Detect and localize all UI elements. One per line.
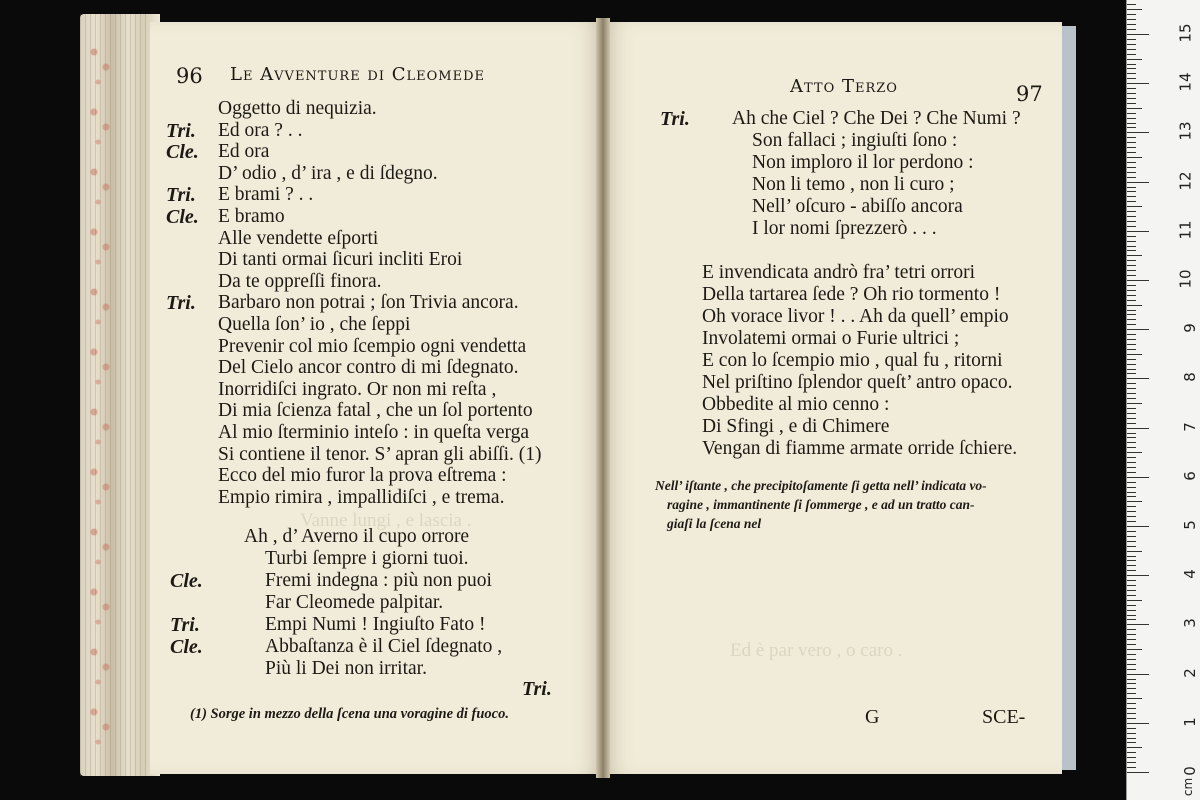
ruler-tick	[1127, 752, 1136, 753]
ruler-tick	[1127, 669, 1136, 670]
ruler-tick	[1127, 477, 1149, 478]
ruler-tick	[1127, 132, 1149, 133]
ruler-tick	[1127, 536, 1136, 537]
ruler-tick	[1127, 157, 1142, 158]
red-edge-marks	[82, 40, 122, 760]
ruler-tick	[1127, 236, 1136, 237]
ruler-tick	[1127, 103, 1136, 104]
ruler-tick	[1127, 413, 1136, 414]
ruler-tick	[1127, 526, 1149, 527]
ruler-tick	[1127, 19, 1136, 20]
ruler-tick	[1127, 255, 1142, 256]
ruler-tick	[1127, 482, 1136, 483]
ruler-tick	[1127, 359, 1136, 360]
ruler-tick	[1127, 260, 1136, 261]
ruler-tick	[1127, 39, 1136, 40]
ruler-tick	[1127, 452, 1142, 453]
ruler-tick	[1127, 310, 1136, 311]
ruler-tick	[1127, 14, 1136, 15]
ruler-tick	[1127, 551, 1142, 552]
ruler-tick	[1127, 398, 1136, 399]
ruler-tick	[1127, 403, 1142, 404]
verse-line: Alle vendette eſporti	[218, 227, 379, 249]
ruler-tick	[1127, 211, 1136, 212]
ruler-number: 6	[1181, 471, 1200, 481]
ruler-number: 8	[1181, 372, 1200, 383]
verse-line: Abbaſtanza è il Ciel ſdegnato ,	[265, 636, 503, 657]
ruler-tick	[1127, 275, 1136, 276]
ruler-tick	[1127, 747, 1142, 748]
left-page-number: 96	[176, 64, 203, 88]
ruler-number: 1	[1181, 717, 1200, 727]
stage-direction-line: ragine , immantinente ſi ſommerge , e ad un tratto can-	[667, 497, 975, 512]
ruler-tick	[1127, 496, 1136, 497]
speaker-label: Cle.	[170, 636, 203, 658]
verse-line: Nell’ oſcuro - abiſſo ancora	[752, 196, 963, 217]
ruler-tick	[1127, 674, 1149, 675]
ruler-tick	[1127, 679, 1136, 680]
ruler-tick	[1127, 49, 1136, 50]
ruler-tick	[1127, 595, 1136, 596]
ruler-tick	[1127, 295, 1136, 296]
ruler-tick	[1127, 683, 1136, 684]
ruler-tick	[1127, 408, 1136, 409]
verse-line: Oh vorace livor ! . . Ah da quell’ empio	[702, 306, 1009, 327]
ruler-tick	[1127, 713, 1136, 714]
ruler-tick	[1127, 108, 1142, 109]
ruler-tick	[1127, 437, 1136, 438]
verse-line: E brami ? . .	[218, 184, 314, 206]
ruler-tick	[1127, 73, 1136, 74]
ruler-number: 13	[1176, 121, 1195, 141]
verse-line: Empi Numi ! Ingiuſto Fato !	[265, 614, 486, 635]
ruler-tick	[1127, 600, 1142, 601]
ruler-tick	[1127, 24, 1136, 25]
left-footnote: (1) Sorge in mezzo della ſcena una voragine di fuoco.	[190, 706, 509, 722]
ruler-tick	[1127, 305, 1142, 306]
ruler-tick	[1127, 383, 1136, 384]
ruler-tick	[1127, 644, 1136, 645]
ruler-tick	[1127, 285, 1136, 286]
ruler-tick	[1127, 639, 1136, 640]
ruler-tick	[1127, 708, 1136, 709]
ruler-tick	[1127, 329, 1149, 330]
ruler-tick	[1127, 605, 1136, 606]
ruler-tick	[1127, 142, 1136, 143]
ruler-tick	[1127, 560, 1136, 561]
ruler-number: 4	[1181, 569, 1200, 579]
verse-line: Obbedite al mio cenno :	[702, 394, 890, 415]
ruler-tick	[1127, 433, 1136, 434]
ruler-tick	[1127, 241, 1136, 242]
ruler-tick	[1127, 319, 1136, 320]
ruler-number: 12	[1176, 171, 1195, 191]
verse-line: Ed ora ? . .	[218, 119, 303, 141]
ruler-tick	[1127, 388, 1136, 389]
ruler-tick	[1127, 59, 1142, 60]
verse-line: D’ odio , d’ ira , e di ſdegno.	[218, 162, 438, 184]
ruler-tick	[1127, 580, 1136, 581]
ruler-tick	[1127, 610, 1136, 611]
ruler-tick	[1127, 511, 1136, 512]
measurement-ruler	[1126, 0, 1200, 800]
ruler-tick	[1127, 487, 1136, 488]
ruler-tick	[1127, 654, 1136, 655]
verse-line: Quella ſon’ io , che ſeppi	[218, 314, 411, 335]
ruler-unit: cm	[1180, 777, 1195, 797]
ruler-tick	[1127, 314, 1136, 315]
ruler-tick	[1127, 698, 1142, 699]
ruler-tick	[1127, 334, 1136, 335]
stage-direction-line: Nell’ iſtante , che precipitoſamente ſi getta nell’ indicata vo-	[655, 478, 987, 493]
ruler-tick	[1127, 521, 1136, 522]
speaker-label: Tri.	[170, 614, 200, 636]
ruler-tick	[1127, 246, 1136, 247]
ruler-tick	[1127, 423, 1136, 424]
ruler-tick	[1127, 531, 1136, 532]
ruler-number: 7	[1181, 421, 1200, 432]
ruler-tick	[1127, 354, 1142, 355]
ruler-tick	[1127, 9, 1142, 10]
verse-line: E invendicata andrò fra’ tetri orrori	[702, 262, 976, 283]
ruler-tick	[1127, 733, 1136, 734]
ruler-tick	[1127, 113, 1136, 114]
ruler-tick	[1127, 147, 1136, 148]
verse-line: Della tartarea ſede ? Oh rio tormento !	[702, 284, 1001, 305]
ruler-tick	[1127, 462, 1136, 463]
ruler-number: 14	[1176, 72, 1195, 92]
ruler-tick	[1127, 629, 1136, 630]
verse-line: Turbi ſempre i giorni tuoi.	[265, 548, 469, 569]
ruler-tick	[1127, 162, 1136, 163]
verse-line: Non imploro il lor perdono :	[752, 152, 974, 173]
ruler-tick	[1127, 565, 1136, 566]
ruler-tick	[1127, 541, 1136, 542]
ruler-tick	[1127, 177, 1136, 178]
ruler-number: 11	[1176, 220, 1195, 240]
ruler-tick	[1127, 172, 1136, 173]
ruler-tick	[1127, 4, 1136, 5]
ruler-tick	[1127, 649, 1142, 650]
ruler-tick	[1127, 373, 1136, 374]
ruler-tick	[1127, 442, 1136, 443]
ruler-tick	[1127, 728, 1136, 729]
ruler-tick	[1127, 664, 1136, 665]
show-through-text: Vanne lungi , e lascia .	[300, 510, 472, 531]
ruler-tick	[1127, 428, 1149, 429]
verse-line: Al mio ſterminio inteſo : in queſta verga	[218, 422, 530, 443]
ruler-tick	[1127, 182, 1149, 183]
verse-line: Ecco del mio furor la prova eſtrema :	[218, 465, 507, 487]
speaker-label: Cle.	[166, 141, 199, 164]
ruler-tick	[1127, 501, 1142, 502]
verse-line: Empio rimira , impallidiſci , e trema.	[218, 486, 505, 508]
ruler-tick	[1127, 590, 1136, 591]
verse-line: Di Sfingi , e di Chimere	[702, 416, 890, 437]
ruler-number: 0	[1181, 766, 1200, 776]
ruler-tick	[1127, 206, 1142, 207]
ruler-number: 3	[1181, 618, 1200, 629]
ruler-tick	[1127, 457, 1136, 458]
ruler-tick	[1127, 270, 1136, 271]
left-running-head: Le Avventure di Cleomede	[230, 64, 485, 85]
ruler-tick	[1127, 98, 1136, 99]
verse-line: E con lo ſcempio mio , qual fu , ritorni	[702, 350, 1003, 371]
ruler-tick	[1127, 300, 1136, 301]
ruler-tick	[1127, 64, 1136, 65]
ruler-number: 5	[1181, 520, 1200, 530]
ruler-tick	[1127, 546, 1136, 547]
ruler-tick	[1127, 693, 1136, 694]
ruler-tick	[1127, 167, 1136, 168]
ruler-tick	[1127, 196, 1136, 197]
ruler-number: 9	[1181, 323, 1200, 333]
ruler-tick	[1127, 216, 1136, 217]
ruler-tick	[1127, 88, 1136, 89]
ruler-tick	[1127, 570, 1136, 571]
ruler-tick	[1127, 226, 1136, 227]
ruler-tick	[1127, 393, 1136, 394]
ruler-tick	[1127, 742, 1136, 743]
ruler-tick	[1127, 718, 1136, 719]
ruler-tick	[1127, 152, 1136, 153]
ruler-tick	[1127, 118, 1136, 119]
verse-line: Involatemi ormai o Furie ultrici ;	[702, 328, 960, 349]
ruler-tick	[1127, 364, 1136, 365]
right-catchword: SCE-	[982, 706, 1026, 728]
verse-line: Ed ora	[218, 141, 270, 163]
verse-line: Prevenir col mio ſcempio ogni vendetta	[218, 335, 527, 357]
stage-direction-line: giaſi la ſcena nel	[667, 516, 762, 531]
ruler-tick	[1127, 191, 1136, 192]
ruler-tick	[1127, 137, 1136, 138]
speaker-label: Cle.	[166, 206, 199, 228]
verse-line: Di mia ſcienza fatal , che un ſol portento	[218, 400, 533, 422]
verse-line: Da te oppreſſi finora.	[218, 270, 382, 292]
ruler-tick	[1127, 280, 1149, 281]
speaker-label: Tri.	[166, 184, 196, 207]
verse-line: Più li Dei non irritar.	[265, 658, 427, 679]
ruler-tick	[1127, 506, 1136, 507]
ruler-tick	[1127, 624, 1149, 625]
ruler-tick	[1127, 492, 1136, 493]
show-through-text: Ed è par vero , o caro .	[730, 640, 903, 661]
ruler-tick	[1127, 127, 1136, 128]
ruler-tick	[1127, 29, 1136, 30]
ruler-tick	[1127, 339, 1136, 340]
verse-line: Si contiene il tenor. S’ apran gli abiſſi. (1)	[218, 443, 542, 465]
ruler-tick	[1127, 369, 1136, 370]
ruler-tick	[1127, 349, 1136, 350]
ruler-tick	[1127, 615, 1136, 616]
ruler-tick	[1127, 54, 1136, 55]
ruler-tick	[1127, 265, 1136, 266]
book-gutter	[596, 18, 610, 778]
ruler-tick	[1127, 250, 1136, 251]
ruler-tick	[1127, 467, 1136, 468]
verse-line: Del Cielo ancor contro di mi ſdegnato.	[218, 357, 519, 379]
ruler-tick	[1127, 290, 1136, 291]
ruler-tick	[1127, 83, 1149, 84]
ruler-number: 2	[1181, 667, 1200, 678]
signature-mark: G	[865, 706, 880, 728]
verse-line: E bramo	[218, 206, 285, 227]
ruler-number: 10	[1176, 269, 1195, 289]
verse-line: Di tanti ormai ſicuri incliti Eroi	[218, 249, 463, 271]
ruler-tick	[1127, 738, 1136, 739]
ruler-tick	[1127, 723, 1149, 724]
ruler-tick	[1127, 221, 1136, 222]
left-catchword: Tri.	[522, 678, 552, 700]
ruler-tick	[1127, 767, 1136, 768]
ruler-tick	[1127, 324, 1136, 325]
ruler-tick	[1127, 634, 1136, 635]
verse-line: Barbaro non potrai ; ſon Trivia ancora.	[218, 292, 519, 314]
ruler-tick	[1127, 575, 1149, 576]
right-running-head: Atto Terzo	[790, 76, 898, 97]
ruler-tick	[1127, 93, 1136, 94]
verse-line: Far Cleomede palpitar.	[265, 592, 444, 613]
ruler-tick	[1127, 231, 1149, 232]
verse-line: Nel priſtino ſplendor queſt’ antro opaco.	[702, 372, 1013, 393]
ruler-tick	[1127, 78, 1136, 79]
ruler-tick	[1127, 659, 1136, 660]
ruler-tick	[1127, 344, 1136, 345]
ruler-tick	[1127, 68, 1136, 69]
ruler-tick	[1127, 418, 1136, 419]
ruler-tick	[1127, 187, 1136, 188]
speaker-label: Tri.	[166, 292, 196, 315]
ruler-tick	[1127, 378, 1149, 379]
verse-line: Vengan di fiamme armate orride ſchiere.	[702, 438, 1018, 459]
verse-line: Son fallaci ; ingiuſti ſono :	[752, 130, 958, 151]
ruler-tick	[1127, 516, 1136, 517]
verse-line: Oggetto di nequizia.	[218, 98, 377, 119]
speaker-label: Tri.	[166, 119, 196, 142]
verse-line: Ah che Ciel ? Che Dei ? Che Numi ?	[732, 108, 1021, 129]
ruler-tick	[1127, 447, 1136, 448]
ruler-tick	[1127, 762, 1136, 763]
speaker-label: Tri.	[660, 108, 690, 130]
ruler-number: 15	[1176, 23, 1195, 43]
ruler-tick	[1127, 619, 1136, 620]
ruler-tick	[1127, 585, 1136, 586]
ruler-tick	[1127, 44, 1136, 45]
ruler-tick	[1127, 472, 1136, 473]
verse-line: Inorridiſci ingrato. Or non mi reſta ,	[218, 378, 497, 400]
verse-line: Fremi indegna : più non puoi	[265, 570, 492, 591]
ruler-tick	[1127, 201, 1136, 202]
ruler-tick	[1127, 556, 1136, 557]
verse-line: Non li temo , non li curo ;	[752, 174, 955, 195]
ruler-tick	[1127, 123, 1136, 124]
speaker-label: Cle.	[170, 570, 203, 592]
ruler-tick	[1127, 772, 1149, 773]
verse-line: I lor nomi ſprezzerò . . .	[752, 218, 937, 239]
ruler-tick	[1127, 34, 1149, 35]
right-page-number: 97	[1016, 82, 1043, 106]
ruler-tick	[1127, 688, 1136, 689]
ruler-tick	[1127, 757, 1136, 758]
verse-line: Ah , d’ Averno il cupo orrore	[244, 526, 470, 547]
ruler-tick	[1127, 703, 1136, 704]
